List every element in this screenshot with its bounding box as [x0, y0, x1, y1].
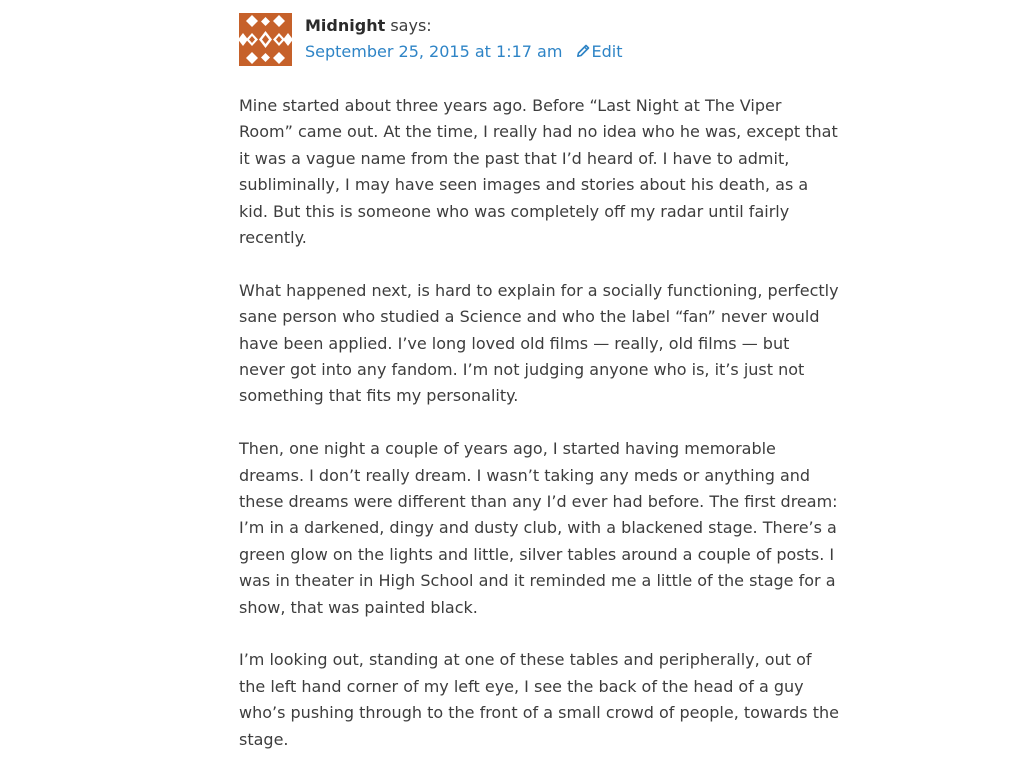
date-line: [305, 39, 623, 65]
comment-paragraph-3: Then, one night a couple of years ago, I started having memorable dreams. I don’t really dream. I wasn’t taking any meds or anything and these dreams were different than any I’d ever had before. The first dream: I’m in a darkened, dingy and dusty club, with a blackened stage. There’s a green glow on the lights and little, silver tables around a couple of posts. I was in theater in High School and it reminded me a little of the stage for a show, that was painted black.: [239, 439, 838, 617]
avatar[interactable]: [239, 13, 292, 66]
comment-paragraph-4: I’m looking out, standing at one of these tables and peripherally, out of the left hand corner of my left eye, I see the back of the head of a guy who’s pushing through to the front of a small crowd of people, towards the stage.: [239, 650, 839, 749]
comment-paragraph-1: Mine started about three years ago. Before “Last Night at The Viper Room” came out. At the time, I really had no idea who he was, except that it was a vague name from the past that I’d heard of. I have to admit, subliminally, I may have seen images and stories about his death, as a kid. But this is someone who was completely off my radar until fairly recently.: [239, 96, 838, 248]
edit-link[interactable]: [576, 42, 623, 61]
comment-meta: [305, 13, 623, 65]
comment-date-link[interactable]: September 25, 2015 at 1:17 am: [305, 42, 563, 61]
comment-author[interactable]: Midnight: [305, 16, 386, 35]
edit-label: Edit: [591, 42, 623, 61]
author-line: [305, 13, 623, 39]
pencil-icon: [576, 44, 590, 58]
says-label: says:: [390, 16, 432, 35]
comment-body: [239, 93, 839, 780]
comment-paragraph-2: What happened next, is hard to explain for a socially functioning, perfectly sane person who studied a Science and who the label “fan” never would have been applied. I’ve long loved old films — really, old films — but never got into any fandom. I’m not judging anyone who is, it’s just not something that fits my personality.: [239, 280, 839, 406]
